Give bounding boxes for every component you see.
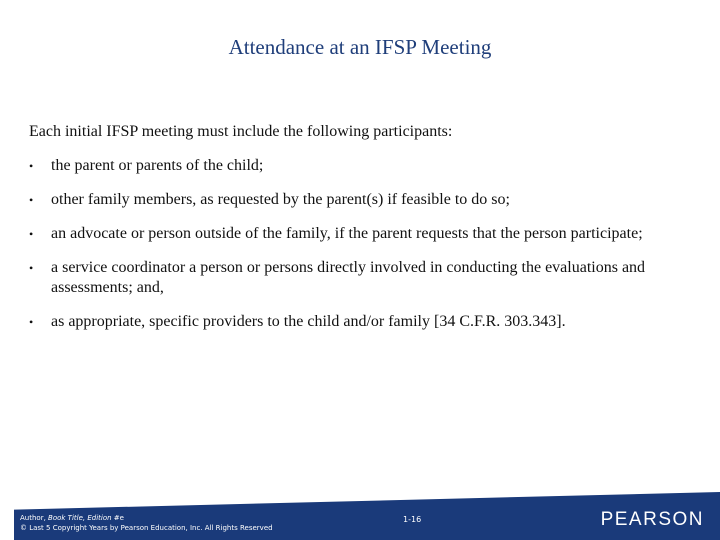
list-item bbox=[29, 156, 669, 176]
intro-text: Each initial IFSP meeting must include the following participants: bbox=[29, 123, 453, 140]
list-item bbox=[29, 224, 669, 244]
list-item-text: an advocate or person outside of the family, if the parent requests that the person participate; bbox=[51, 225, 643, 242]
list-item-text: a service coordinator a person or persons directly involved in conducting the evaluations and assessments; and, bbox=[51, 259, 646, 296]
list-item bbox=[29, 190, 669, 210]
page-number: 1-16 bbox=[403, 515, 422, 524]
list-item-text: the parent or parents of the child; bbox=[51, 157, 264, 174]
bullet-icon: • bbox=[29, 193, 34, 207]
list-item-text: as appropriate, specific providers to the child and/or family [34 C.F.R. 303.343]. bbox=[51, 313, 566, 330]
copyright-line: © Last 5 Copyright Years by Pearson Education, Inc. All Rights Reserved bbox=[20, 524, 273, 532]
author-line: Author, Book Title, Edition #e bbox=[20, 514, 124, 522]
bullet-icon: • bbox=[29, 261, 34, 275]
list-item bbox=[29, 258, 669, 298]
list-item bbox=[29, 312, 669, 332]
slide-title: Attendance at an IFSP Meeting bbox=[228, 35, 492, 59]
pearson-logo: PEARSON bbox=[600, 509, 704, 530]
footer-credits bbox=[20, 513, 273, 533]
list-item-text: other family members, as requested by the parent(s) if feasible to do so; bbox=[51, 191, 510, 208]
bullet-icon: • bbox=[29, 227, 34, 241]
bullet-icon: • bbox=[29, 315, 34, 329]
footer-bar bbox=[0, 492, 720, 540]
participant-list bbox=[29, 156, 669, 346]
bullet-icon: • bbox=[29, 159, 34, 173]
